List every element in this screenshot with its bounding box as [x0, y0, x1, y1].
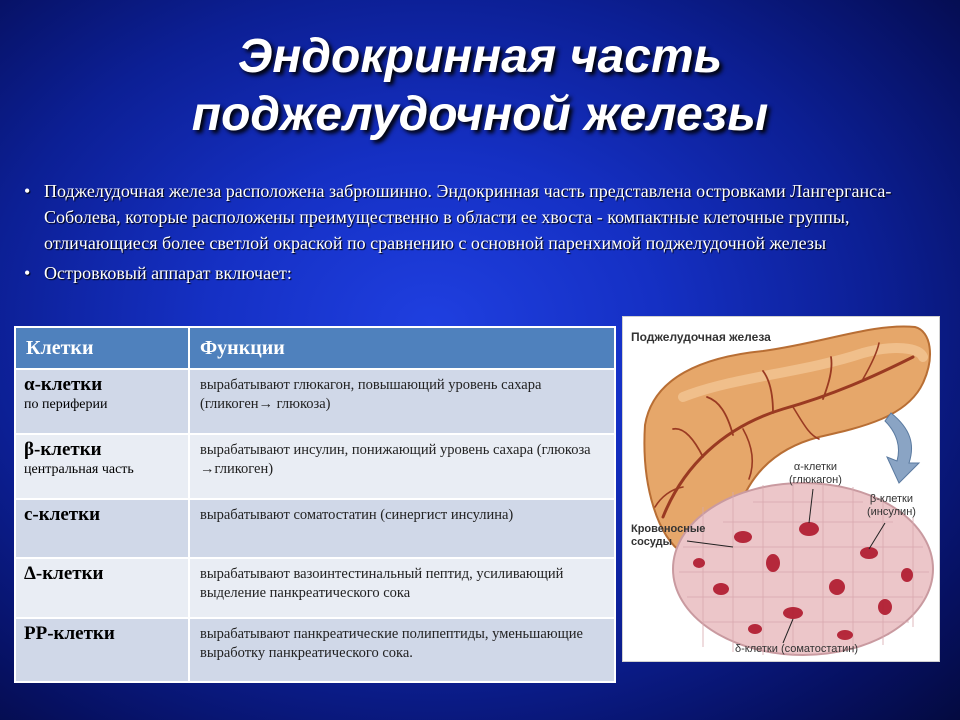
alpha-cells-label — [789, 461, 842, 487]
header-functions: Функции — [189, 327, 615, 369]
title-line-2: поджелудочной железы — [191, 88, 769, 141]
table-row — [15, 499, 615, 558]
cell-type — [15, 558, 189, 618]
cell-type — [15, 434, 189, 499]
bullet-text: Островковый аппарат включает: — [44, 263, 292, 283]
slide-title — [0, 28, 960, 144]
beta-label-text: β-клетки — [869, 493, 914, 505]
cell-name: РР-клетки — [24, 623, 115, 644]
table-header-row — [15, 327, 615, 369]
table-row — [15, 558, 615, 618]
bullet-text: Поджелудочная железа расположена забрюшинно. Эндокринная часть представлена островками Лангерганса-Соболева, которые расположены преимущественно в области ее хвоста - компактные клеточные группы, отличающиеся более светлой окраской по сравнению с основной паренхимой поджелудочной железы — [44, 181, 892, 253]
cell-function: вырабатывают соматостатин (синергист инсулина) — [189, 499, 615, 558]
alpha-label-text: α-клетки — [793, 461, 838, 473]
cell-type — [15, 369, 189, 434]
cell-location: центральная часть — [24, 462, 134, 477]
header-cells: Клетки — [15, 327, 189, 369]
table-row — [15, 369, 615, 434]
pancreas-illustration — [622, 316, 940, 662]
vessels-label — [631, 523, 705, 549]
bullet-dot-icon: • — [24, 263, 31, 283]
figure-title: Поджелудочная железа — [631, 330, 771, 344]
vessels-label-line-2: сосуды — [631, 536, 673, 548]
cell-name: с-клетки — [24, 504, 101, 525]
vessels-label-line-1: Кровеносные — [631, 523, 706, 535]
alpha-sub-text: (глюкагон) — [789, 474, 842, 486]
cell-type — [15, 618, 189, 682]
title-line-1: Эндокринная часть — [237, 30, 723, 83]
beta-sub-text: (инсулин) — [867, 506, 916, 518]
cell-function: вырабатывают глюкагон, повышающий уровень сахара (гликоген→ глюкоза) — [189, 369, 615, 434]
bullet-item — [20, 260, 940, 286]
cells-table — [14, 326, 616, 683]
cell-location: по периферии — [24, 397, 108, 412]
bullet-list — [20, 178, 940, 286]
cell-name: Δ-клетки — [24, 563, 104, 584]
delta-cells-label: δ-клетки (соматостатин) — [735, 643, 859, 655]
beta-cells-label — [867, 493, 916, 519]
bullet-dot-icon: • — [24, 181, 31, 201]
cell-function: вырабатывают инсулин, понижающий уровень сахара (глюкоза →гликоген) — [189, 434, 615, 499]
table-row — [15, 618, 615, 682]
zoom-arrow-icon — [885, 413, 919, 483]
cell-name: β-клетки — [24, 439, 102, 460]
bullet-item — [20, 178, 934, 256]
cell-function: вырабатывают вазоинтестинальный пептид, усиливающий выделение панкреатического сока — [189, 558, 615, 618]
cell-name: α-клетки — [24, 374, 103, 395]
cell-function: вырабатывают панкреатические полипептиды, уменьшающие выработку панкреатического сока. — [189, 618, 615, 682]
cell-type — [15, 499, 189, 558]
pancreas-drawing — [623, 317, 939, 661]
table-row — [15, 434, 615, 499]
